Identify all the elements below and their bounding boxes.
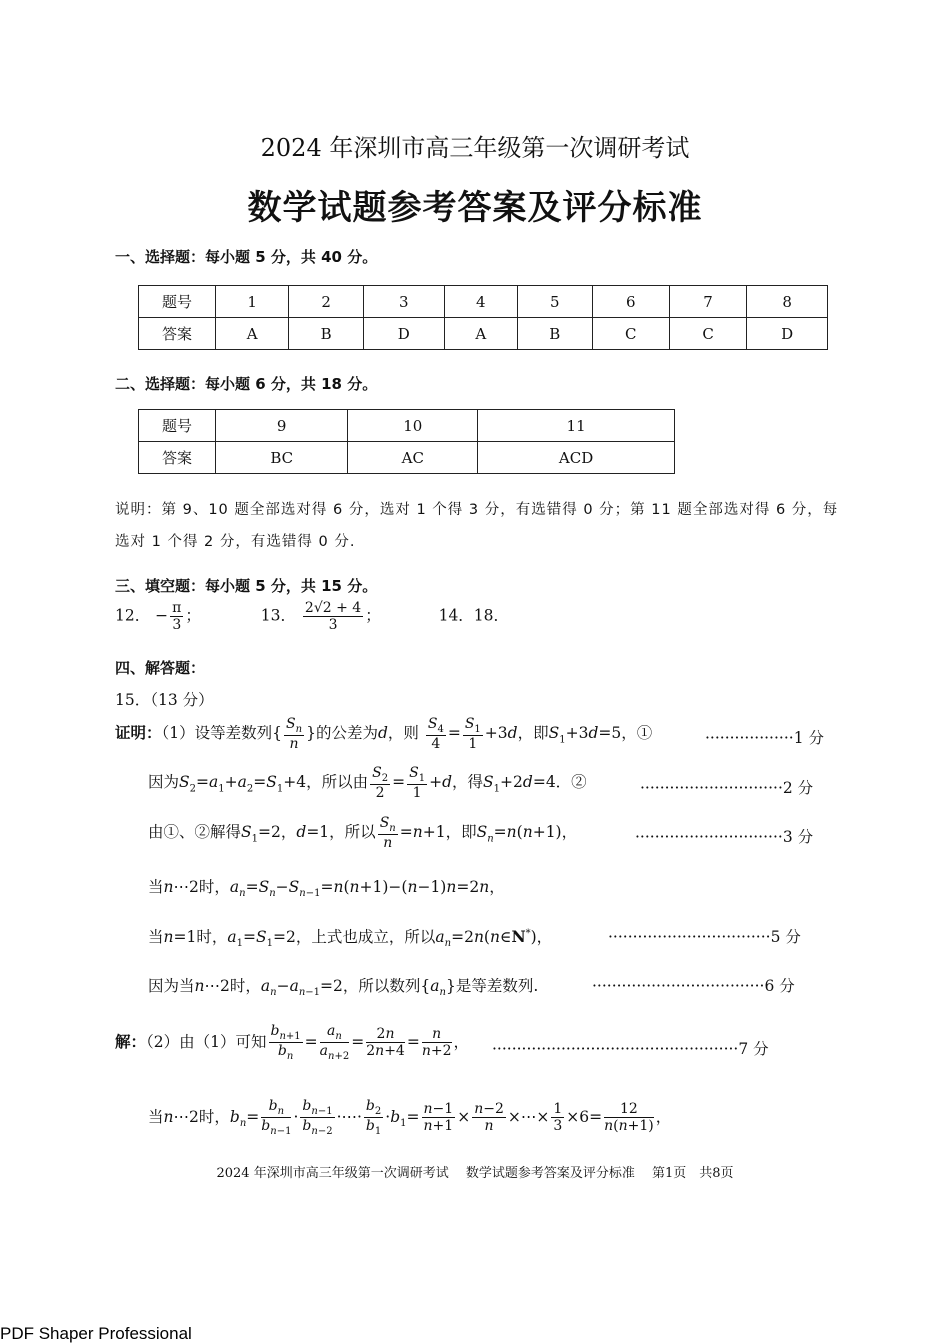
document-title: 数学试题参考答案及评分标准: [247, 188, 703, 228]
table-cell: 11: [478, 410, 675, 442]
table-cell: AC: [348, 442, 478, 474]
proof-line-6: 因为当n⋯2时，$a_n-a_{n-1}=2$，所以数列$\{a_n\}$是等差数列.: [148, 977, 539, 999]
part1-heading: 一、选择题：每小题 5 分，共 40 分。: [115, 248, 378, 266]
proof-line-3: 由①、②解得$S_1=2$，d=1，所以 $\frac{S_n}{n}$ =n+1，即$S_n=n(n+1)$，: [148, 815, 578, 852]
score-points: ··················1 分: [705, 729, 824, 747]
table-cell: 答案: [139, 318, 216, 350]
table-cell: 2: [289, 286, 364, 318]
proof-line-1: 证明：（1）设等差数列{ $\frac{S_n}{n}$ }的公差为d，则 $\frac{S_4}{4}$ = $\frac{S_1}{1}$ +3d，即$S_1+3d=5$，①: [115, 716, 653, 753]
table-cell: 7: [669, 286, 746, 318]
score-points: ··················································7 分: [492, 1040, 769, 1058]
table-cell: ACD: [478, 442, 675, 474]
proof-line-2: 因为$S_2=a_1+a_2=S_1+4$，所以由 $\frac{S_2}{2}$ = $\frac{S_1}{1}$ +d，得$S_1+2d=4$．②: [148, 765, 587, 802]
table-cell: 题号: [139, 410, 216, 442]
table-cell: D: [747, 318, 828, 350]
score-points: ·································5 分: [608, 928, 801, 946]
table-cell: 10: [348, 410, 478, 442]
table-cell: B: [289, 318, 364, 350]
watermark: PDF Shaper Professional: [0, 1324, 192, 1343]
exam-title: 2024 年深圳市高三年级第一次调研考试: [260, 134, 690, 162]
table-cell: 9: [216, 410, 348, 442]
table-cell: 3: [363, 286, 444, 318]
table-cell: 答案: [139, 442, 216, 474]
table-cell: 题号: [139, 286, 216, 318]
answer-12-fraction: $\frac{\pi}{3}$: [172, 600, 182, 634]
table-cell: A: [216, 318, 289, 350]
part3-heading: 三、填空题：每小题 5 分，共 15 分。: [115, 577, 378, 595]
solution-line-1: 解：（2）由（1）可知 $\frac{b_{n+1}}{b_n}$ = $\frac{a_n}{a_{n+2}}$ = $\frac{2n}{2n+4}$ = $\frac{n}{n+2}$ ，: [115, 1023, 470, 1063]
scoring-note-line1: 说明：第 9、10 题全部选对得 6 分，选对 1 个得 3 分，有选错得 0 分；第 11 题全部选对得 6 分，每: [115, 502, 839, 518]
table-row: [139, 442, 675, 474]
fill-in-answers: 12． − $\frac{\pi}{3}$ ； 13． $\frac{2√2 + 4}{3}$ ； 14．18．: [115, 600, 510, 634]
table-cell: 8: [747, 286, 828, 318]
proof-line-4: 当n⋯2时，$a_n=S_n-S_{n-1}=n(n+1)-(n-1)n=2n$，: [148, 878, 505, 900]
table-cell: D: [363, 318, 444, 350]
solution-line-2: 当n⋯2时，$b_n=$ $\frac{b_n}{b_{n-1}}$ · $\frac{b_{n-1}}{b_{n-2}}$ ·⋯· $\frac{b_2}{b_1}$ $\cdot b_1=$ $\frac{n-1}{n+1}$ × $\frac{n-2}{n}$ ×⋯× $\frac{1}{3}$ ×6= $\frac{12}{n(n+1)}$ ，: [148, 1098, 672, 1138]
table-cell: C: [592, 318, 669, 350]
table-cell: 4: [444, 286, 517, 318]
score-points: ·····························2 分: [640, 779, 814, 797]
part2-heading: 二、选择题：每小题 6 分，共 18 分。: [115, 375, 378, 393]
table-row: [139, 286, 828, 318]
scoring-note-line2: 选对 1 个得 2 分，有选错得 0 分.: [115, 534, 356, 550]
score-points: ···································6 分: [592, 977, 795, 995]
page-footer: 2024 年深圳市高三年级第一次调研考试 数学试题参考答案及评分标准 第1页 共8页: [216, 1166, 734, 1181]
table-cell: A: [444, 318, 517, 350]
table-row: [139, 318, 828, 350]
table-cell: 6: [592, 286, 669, 318]
part1-answer-table: [138, 285, 828, 350]
part2-answer-table: [138, 409, 675, 474]
table-row: [139, 410, 675, 442]
part4-heading: 四、解答题：: [115, 659, 206, 677]
answer-13-fraction: $\frac{2√2 + 4}{3}$: [304, 600, 362, 634]
table-cell: 5: [518, 286, 593, 318]
score-points: ······························3 分: [635, 828, 814, 846]
proof-line-5: 当n=1时，$a_1=S_1=2$，上式也成立，所以$a_n=2n(n\in N^*)$，: [148, 927, 553, 950]
table-cell: B: [518, 318, 593, 350]
table-cell: 1: [216, 286, 289, 318]
table-cell: C: [669, 318, 746, 350]
question-15-label: 15．（13 分）: [115, 691, 214, 709]
table-cell: BC: [216, 442, 348, 474]
